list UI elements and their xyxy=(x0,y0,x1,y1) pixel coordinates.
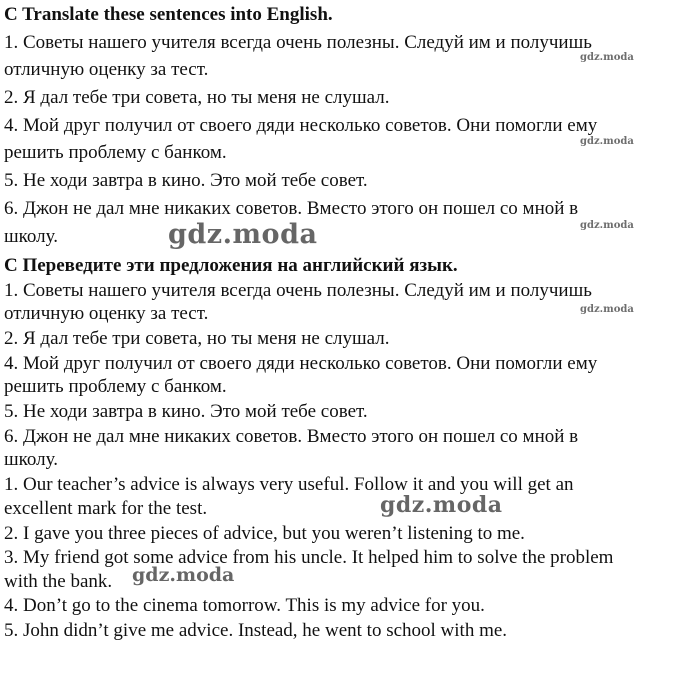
text-line: 2. Я дал тебе три совета, но ты меня не слушал. xyxy=(4,328,390,349)
text-line: школу. xyxy=(4,226,58,247)
text-line: школу. xyxy=(4,449,58,470)
text-line: 5. Не ходи завтра в кино. Это мой тебе совет. xyxy=(4,401,368,422)
answer-line: excellent mark for the test. xyxy=(4,498,208,519)
watermark: gdz.moda xyxy=(168,219,318,250)
text-line: 1. Советы нашего учителя всегда очень полезны. Следуй им и получишь xyxy=(4,32,592,53)
text-line: 6. Джон не дал мне никаких советов. Вместо этого он пошел со мной в xyxy=(4,426,579,447)
answer-line: 2. I gave you three pieces of advice, but you weren’t listening to me. xyxy=(4,523,525,544)
text-line: решить проблему с банком. xyxy=(4,376,227,397)
answer-line: 3. My friend got some advice from his uncle. It helped him to solve the problem xyxy=(4,547,614,568)
text-line: 1. Советы нашего учителя всегда очень полезны. Следуй им и получишь xyxy=(4,280,592,301)
watermark: gdz.moda xyxy=(580,304,634,315)
text-line: решить проблему с банком. xyxy=(4,142,227,163)
watermark: gdz.moda xyxy=(580,136,634,147)
text-line: 4. Мой друг получил от своего дяди несколько советов. Они помогли ему xyxy=(4,353,598,374)
watermark: gdz.moda xyxy=(580,220,634,231)
watermark: gdz.moda xyxy=(132,564,235,586)
text-line: 4. Мой друг получил от своего дяди несколько советов. Они помогли ему xyxy=(4,115,598,136)
answer-line: 5. John didn’t give me advice. Instead, he went to school with me. xyxy=(4,620,508,641)
text-line: отличную оценку за тест. xyxy=(4,303,209,324)
heading-english: C Translate these sentences into English. xyxy=(4,4,333,25)
text-line: отличную оценку за тест. xyxy=(4,59,209,80)
text-line: 5. Не ходи завтра в кино. Это мой тебе совет. xyxy=(4,170,368,191)
answer-line: 1. Our teacher’s advice is always very useful. Follow it and you will get an xyxy=(4,474,574,495)
watermark: gdz.moda xyxy=(580,52,634,63)
heading-russian: C Переведите эти предложения на английский язык. xyxy=(4,255,458,276)
watermark: gdz.moda xyxy=(380,492,503,518)
answer-line: 4. Don’t go to the cinema tomorrow. This is my advice for you. xyxy=(4,595,485,616)
answer-line: with the bank. xyxy=(4,571,113,592)
text-line: 2. Я дал тебе три совета, но ты меня не слушал. xyxy=(4,87,390,108)
text-line: 6. Джон не дал мне никаких советов. Вместо этого он пошел со мной в xyxy=(4,198,579,219)
